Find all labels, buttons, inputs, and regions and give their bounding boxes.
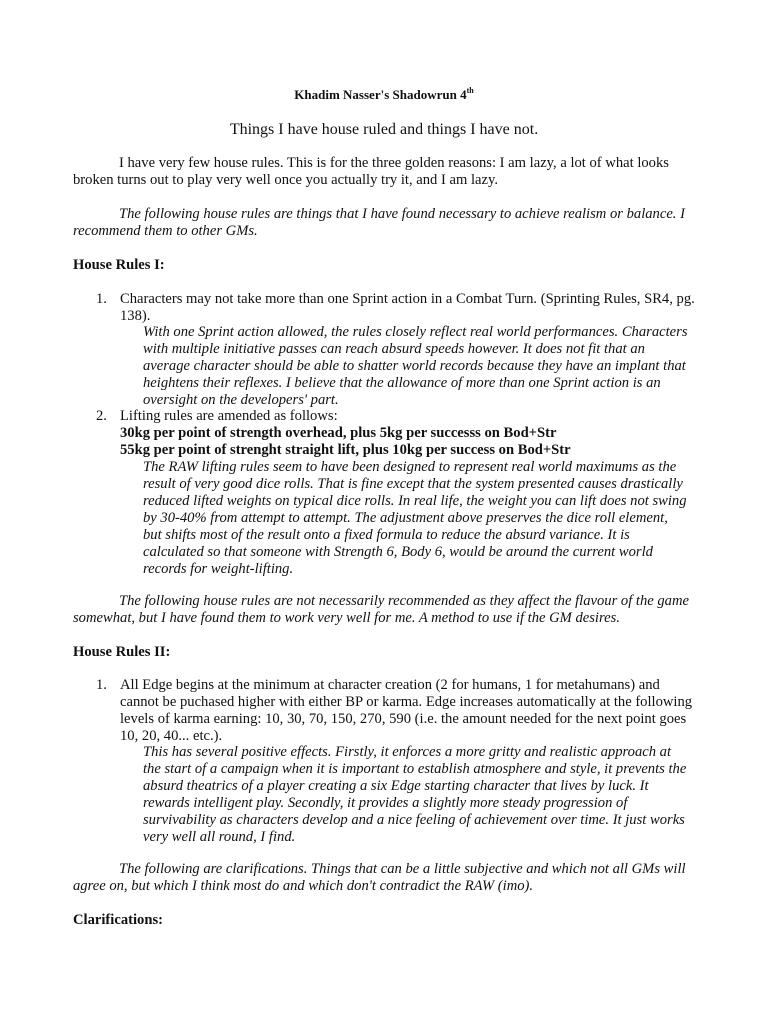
intro-paragraph: I have very few house rules. This is for the three golden reasons: I am lazy, a lot of what looks broken turns out to play very well once you actually try it, and I am lazy. [73, 155, 669, 188]
interlude-paragraph-2: The following are clarifications. Things that can be a little subjective and which not all GMs will agree on, but which I think most do and which don't contradict the RAW (imo). [73, 861, 686, 894]
list-item-text: All Edge begins at the minimum at character creation (2 for humans, 1 for metahumans) and cannot be puchased higher with either BP or karma. Edge increases automatically at the following levels of karma earning: 10, 30, 70, 150, 270, 590 (i.e. the amount needed for the next point goes 10, 20, 40... etc.). [120, 677, 693, 744]
list-item-commentary: The RAW lifting rules seem to have been designed to represent real world maximums as the result of very good dice rolls. That is fine except that the system presented causes drastically reduced lifted weights on typical dice rolls. In real life, the weight you can lift does not swing by 30-40% from attempt to attempt. The adjustment above preserves the dice roll element, but shifts most of the result onto a fixed formula to reduce the absurd variance. It is calculated so that someone with Strength 6, Body 6, would be around the current world records for weight-lifting. [143, 459, 687, 577]
list-item-text: Lifting rules are amended as follows: [120, 408, 338, 424]
section-heading-clarifications: Clarifications: [73, 912, 163, 928]
intro-italic-paragraph: The following house rules are things that I have found necessary to achieve realism or balance. I recommend them to other GMs. [73, 206, 685, 239]
list-number: 2. [96, 408, 107, 424]
list-item-text: Characters may not take more than one Sprint action in a Combat Turn. (Sprinting Rules, SR4, pg. 138). [120, 291, 695, 324]
list-number: 1. [96, 291, 107, 307]
document-title [0, 86, 768, 103]
title-text: Khadim Nasser's Shadowrun 4 [294, 87, 467, 102]
title-superscript: th [466, 86, 474, 95]
lifting-rule-straight: 55kg per point of strenght straight lift, plus 10kg per success on Bod+Str [120, 442, 571, 458]
interlude-paragraph-1: The following house rules are not necessarily recommended as they affect the flavour of the game somewhat, but I have found them to work very well for me. A method to use if the GM desires. [73, 593, 689, 626]
section-heading-house-rules-2: House Rules II: [73, 644, 171, 660]
list-item-commentary: With one Sprint action allowed, the rules closely reflect real world performances. Characters with multiple initiative passes can reach absurd speeds however. It does not fit that an average character should be able to shatter world records because they have an implant that heightens their reflexes. I believe that the allowance of more than one Sprint action is an oversight on the developers' part. [143, 324, 688, 408]
list-number: 1. [96, 677, 107, 693]
document-subtitle: Things I have house ruled and things I have not. [229, 121, 539, 138]
section-heading-house-rules-1: House Rules I: [73, 257, 165, 273]
list-item-commentary: This has several positive effects. Firstly, it enforces a more gritty and realistic approach at the start of a campaign when it is important to establish atmosphere and style, it prevents the absurd theatrics of a player creating a six Edge starting character that lives by luck. It rewards intelligent play. Secondly, it provides a slightly more steady progression of survivability as characters develop and a nice feeling of achievement over time. It just works very well all round, I find. [143, 744, 687, 845]
lifting-rule-overhead: 30kg per point of strength overhead, plus 5kg per successs on Bod+Str [120, 425, 557, 441]
